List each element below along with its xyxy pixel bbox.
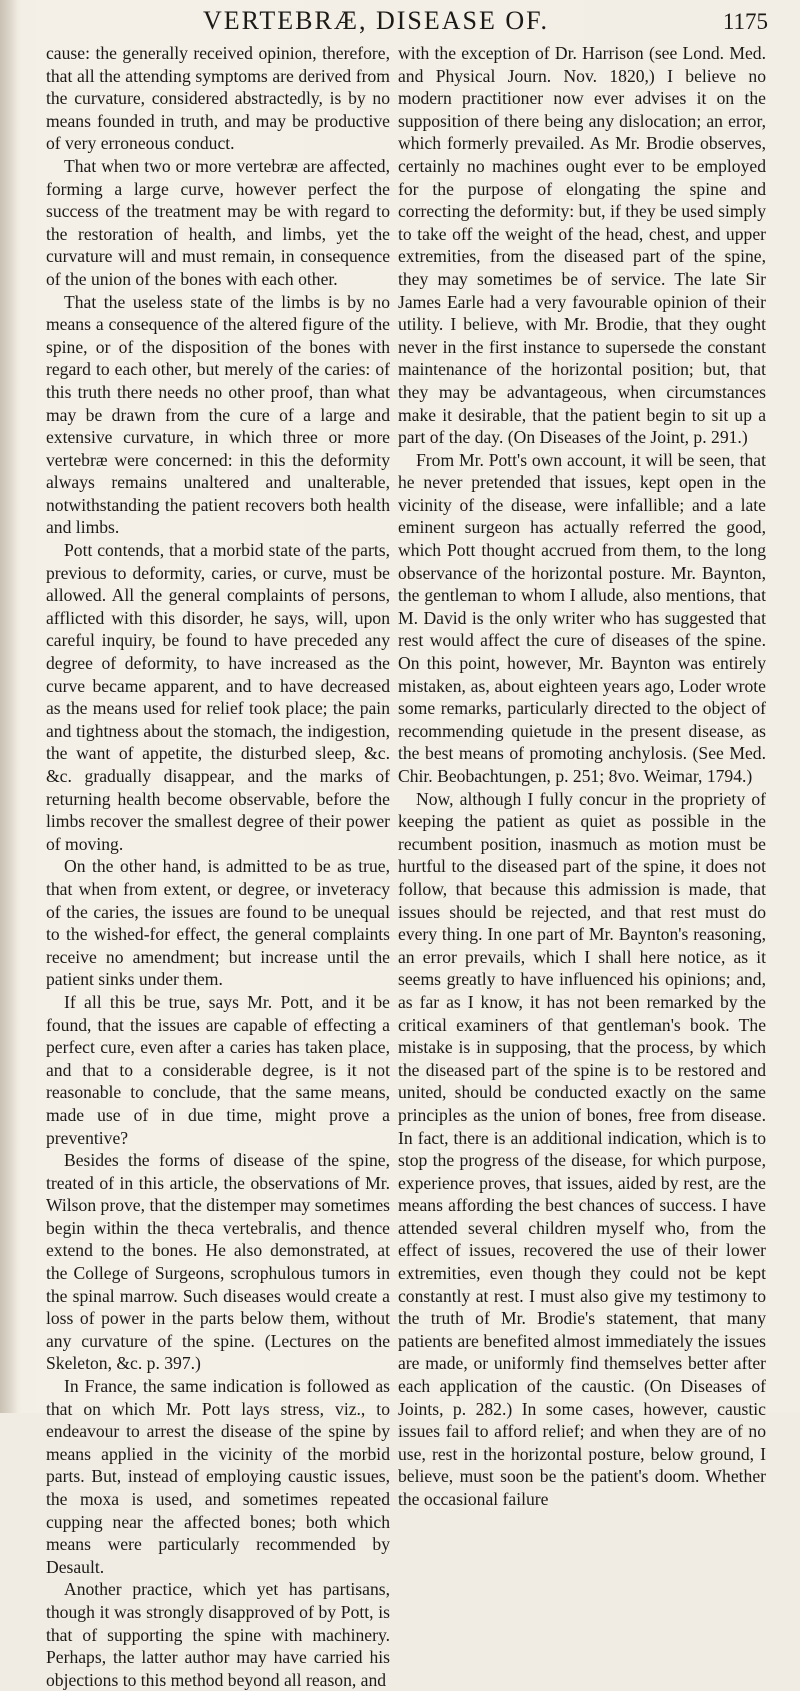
right-column bbox=[398, 42, 766, 1509]
paragraph: Now, although I fully concur in the propriety of keeping the patient as quiet as possible in the recumbent position, inasmuch as motion must be hurtful to the diseased part of the spine, it does not follow, that because this admission is made, that issues should be rejected, and that rest must do every thing. In one part of Mr. Baynton's reasoning, an error prevails, which I shall here notice, as it seems greatly to have influenced his opinions; and, as far as I know, it has not been remarked by the critical examiners of that gentleman's book. The mistake is in supposing, that the process, by which the diseased part of the spine is to be restored and united, should be conducted exactly on the same principles as the union of bones, free from disease. In fact, there is an additional indication, which is to stop the progress of the disease, for which purpose, experience proves, that issues, aided by rest, are the means affording the best chances of success. I have attended several children myself who, from the effect of issues, recovered the use of their lower extremities, even though they could not be kept constantly at rest. I must also give my testimony to the truth of Mr. Brodie's statement, that many patients are benefited almost immediately the issues are made, or uniformly find themselves better after each application of the caustic. (On Diseases of Joints, p. 282.) In some cases, however, caustic issues fail to afford relief; and when they are of no use, rest in the horizontal posture, below ground, I believe, must soon be the patient's doom. Whether the occasional failure bbox=[398, 788, 766, 1509]
page-header bbox=[46, 6, 786, 42]
paragraph: In France, the same indication is followed as that on which Mr. Pott lays stress, viz., to endeavour to arrest the disease of the spine by means applied in the vicinity of the morbid parts. But, instead of employing caustic issues, the moxa is used, and sometimes repeated cupping near the affected bones; both which means were particularly recommended by Desault. bbox=[46, 1376, 390, 1577]
left-column bbox=[46, 42, 390, 1690]
binding-shadow bbox=[0, 0, 18, 1413]
paragraph: That when two or more vertebræ are affected, forming a large curve, however perfect the success of the treatment may be with regard to the restoration of health, and limbs, yet the curvature will and must remain, in consequence of the union of the bones with each other. bbox=[46, 155, 390, 289]
page-number: 1175 bbox=[722, 9, 768, 34]
paragraph: cause: the generally received opinion, therefore, that all the attending symptoms are derived from the curvature, considered abstractedly, is by no means founded in truth, and may be productive of very erroneous conduct. bbox=[46, 43, 390, 154]
paragraph: Besides the forms of disease of the spine, treated of in this article, the observations of Mr. Wilson prove, that the distemper may sometimes begin within the theca vertebralis, and thence extend to the bones. He also demonstrated, at the College of Surgeons, scrophulous tumors in the spinal marrow. Such diseases would create a loss of power in the parts below them, without any curvature of the spine. (Lectures on the Skeleton, &c. p. 397.) bbox=[46, 1150, 390, 1374]
paragraph: Another practice, which yet has partisans, though it was strongly disapproved of by Pott, is that of supporting the spine with machinery. Perhaps, the latter author may have carried his objections to this method beyond all reason, and bbox=[46, 1579, 390, 1690]
paragraph: That the useless state of the limbs is by no means a consequence of the altered figure of the spine, or of the disposition of the bones with regard to each other, but merely of the caries: of this truth there needs no other proof, than what may be drawn from the cure of a large and extensive curvature, in which three or more vertebræ were concerned: in this the deformity always remains unaltered and unalterable, notwithstanding the patient recovers both health and limbs. bbox=[46, 291, 390, 538]
paragraph: with the exception of Dr. Harrison (see Lond. Med. and Physical Journ. Nov. 1820,) I believe no modern practitioner now ever advises it on the supposition of there being any dislocation; an error, which formerly prevailed. As Mr. Brodie observes, certainly no machines ought ever to be employed for the purpose of elongating the spine and correcting the deformity: but, if they be used simply to take off the weight of the head, chest, and upper extremities, from the diseased part of the spine, they may sometimes be of service. The late Sir James Earle had a very favourable opinion of their utility. I believe, with Mr. Brodie, that they ought never in the first instance to supersede the constant maintenance of the horizontal position; but, that they may be advantageous, when circumstances make it desirable, that the patient begin to sit up a part of the day. (On Diseases of the Joint, p. 291.) bbox=[398, 43, 766, 448]
paragraph: On the other hand, is admitted to be as true, that when from extent, or degree, or inveteracy of the caries, the issues are found to be unequal to the wished-for effect, the general complaints receive no amendment; but increase until the patient sinks under them. bbox=[46, 856, 390, 990]
paragraph: From Mr. Pott's own account, it will be seen, that he never pretended that issues, kept open in the vicinity of the disease, were infallible; and a late eminent surgeon has actually referred the good, which Pott thought accrued from them, to the long observance of the horizontal posture. Mr. Baynton, the gentleman to whom I allude, also mentions, that M. David is the only writer who has suggested that rest would affect the cure of diseases of the spine. On this point, however, Mr. Baynton was entirely mistaken, as, about eighteen years ago, Loder wrote some remarks, particularly directed to the object of recommending quietude in the present disease, as the best means of promoting anchylosis. (See Med. Chir. Beobachtungen, p. 251; 8vo. Weimar, 1794.) bbox=[398, 449, 766, 786]
paragraph: Pott contends, that a morbid state of the parts, previous to deformity, caries, or curve, must be allowed. All the general complaints of persons, afflicted with this disorder, he says, will, upon careful inquiry, be found to have preceded any degree of deformity, to have increased as the curve became apparent, and to have decreased as the means used for relief took place; the pain and tightness about the stomach, the indigestion, the want of appetite, the disturbed sleep, &c. &c. gradually disappear, and the marks of returning health become observable, before the limbs recover the smallest degree of their power of moving. bbox=[46, 540, 390, 854]
paragraph: If all this be true, says Mr. Pott, and it be found, that the issues are capable of effecting a perfect cure, even after a caries has taken place, and that to a considerable degree, is it not reasonable to conclude, that the same means, made use of in due time, might prove a preventive? bbox=[46, 991, 390, 1148]
running-head: VERTEBRÆ, DISEASE OF. bbox=[202, 6, 550, 35]
